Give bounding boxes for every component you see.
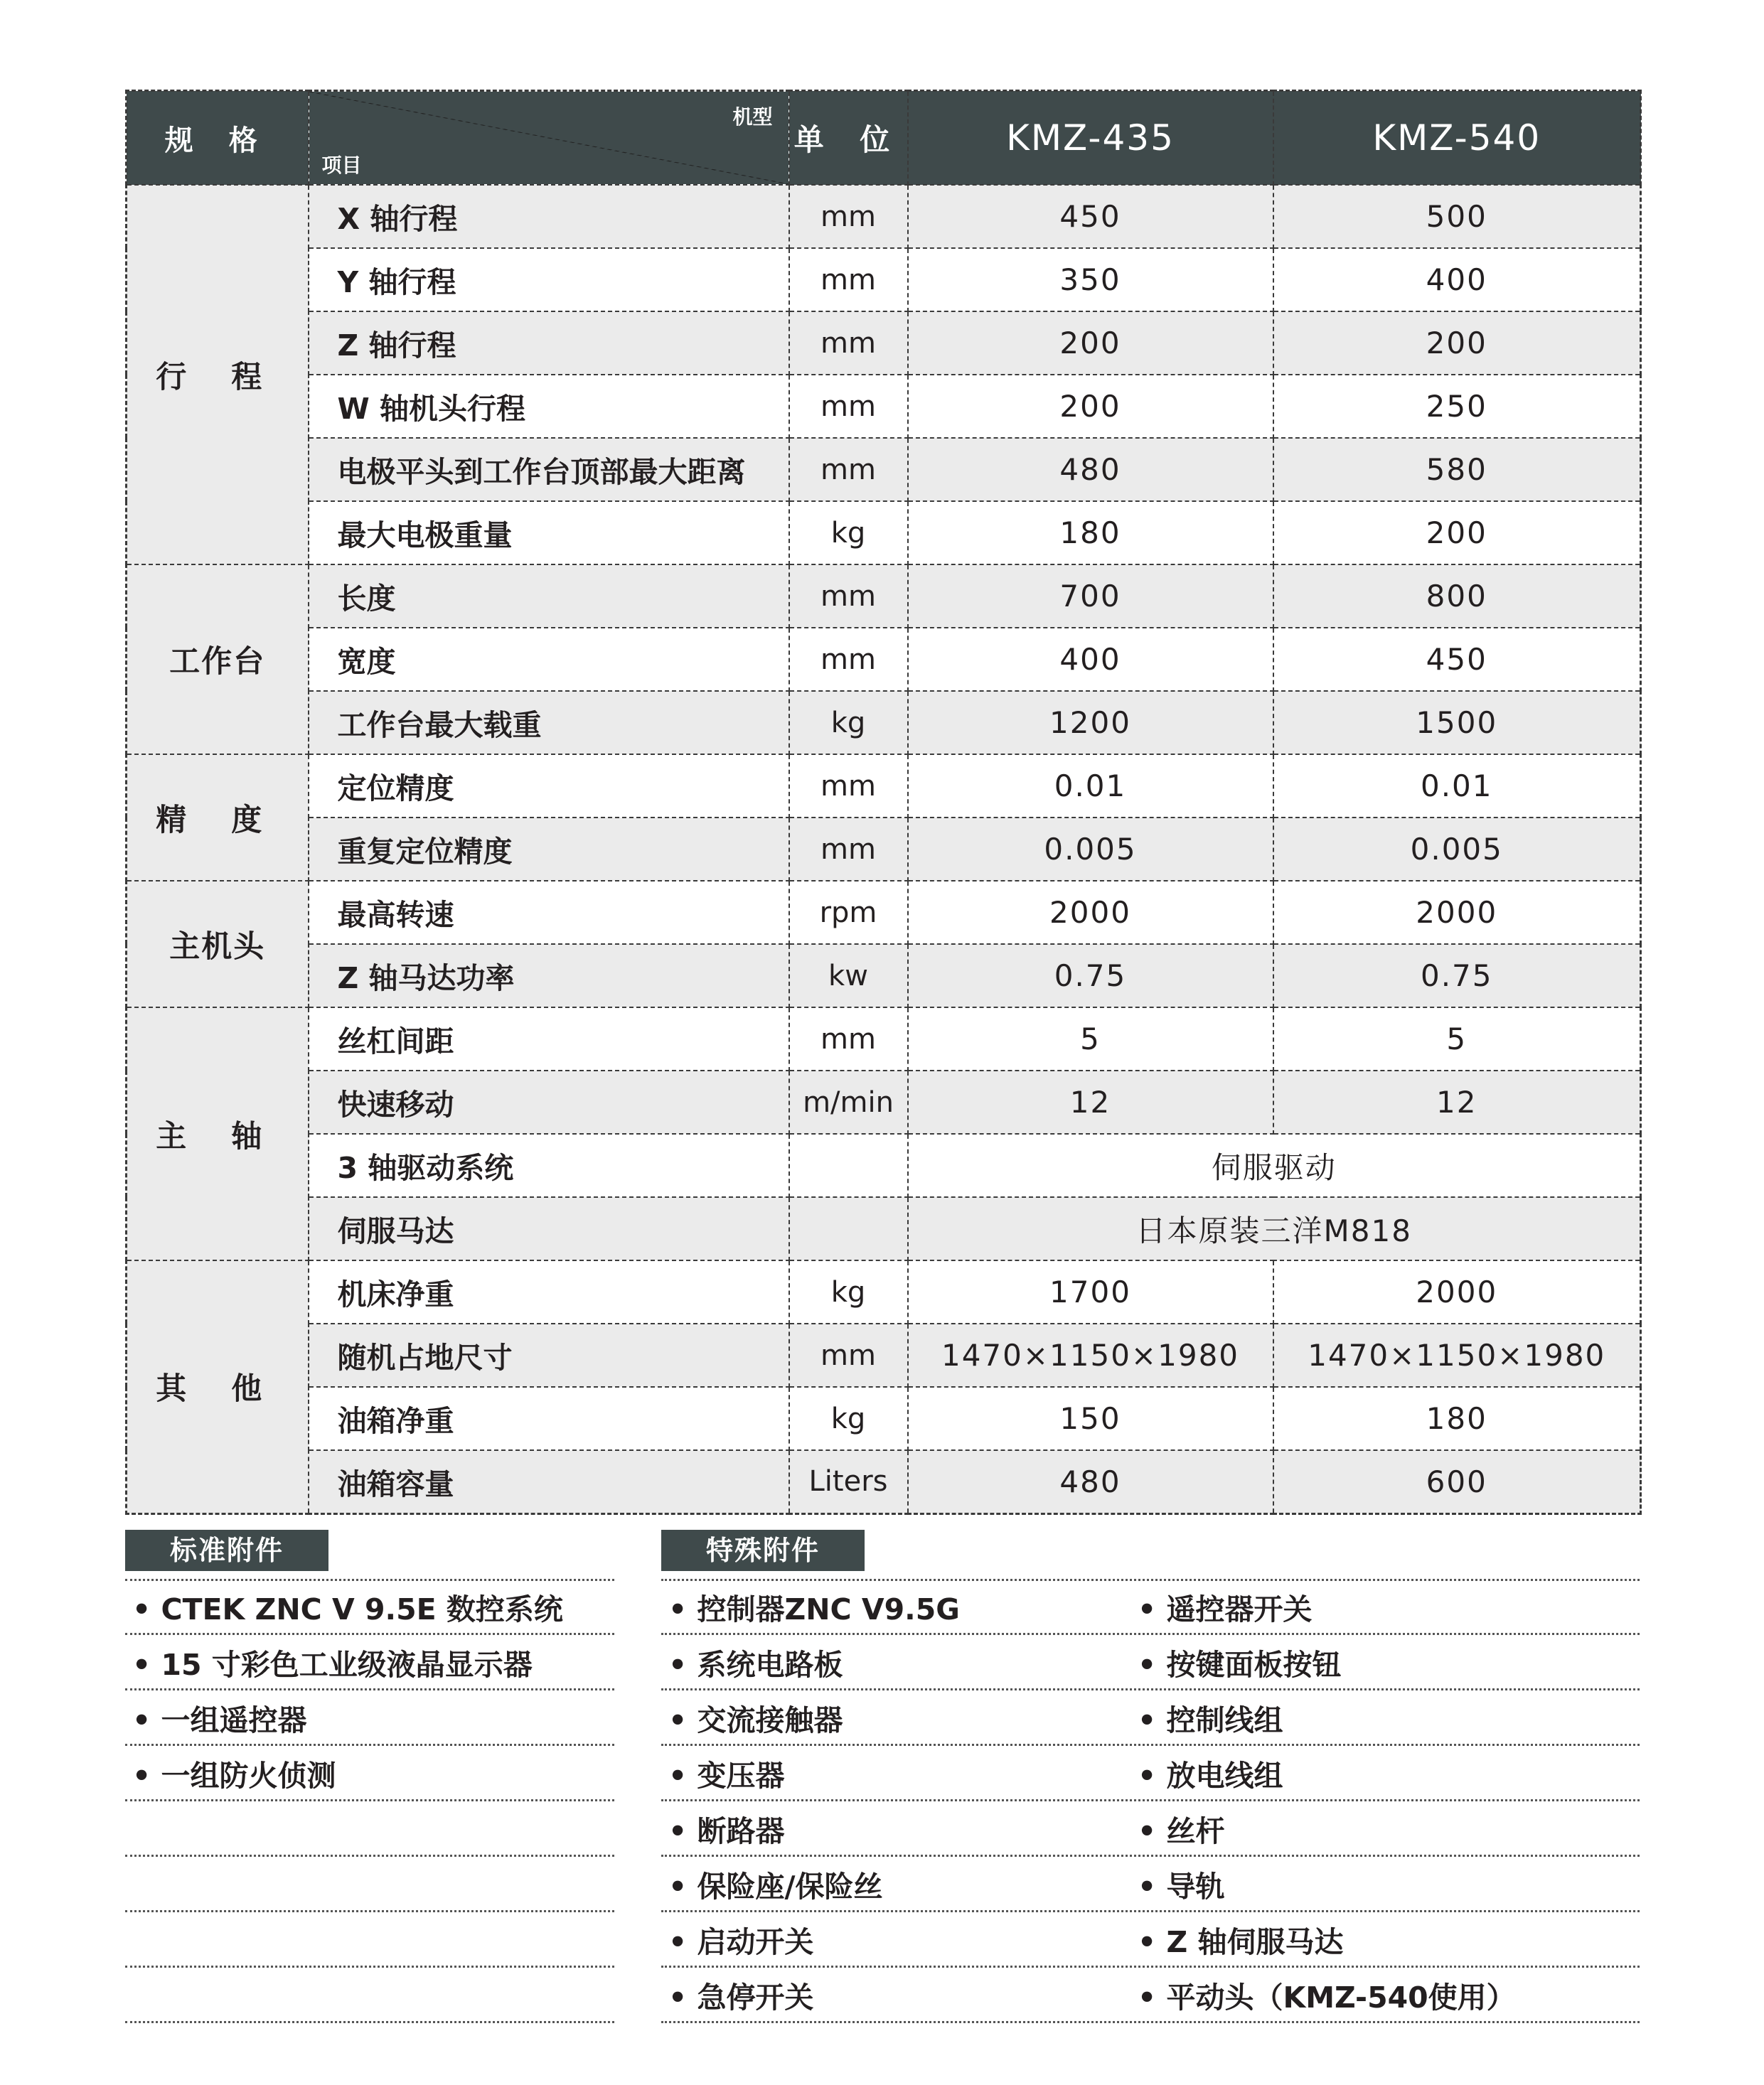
spec-item: 油箱容量 — [309, 1450, 789, 1513]
spec-value-kmz540: 0.005 — [1273, 818, 1641, 881]
table-row — [127, 1071, 1641, 1134]
header-unit: 单 位 — [789, 91, 908, 186]
list-item — [661, 1856, 1640, 1912]
spec-value-kmz435: 2000 — [908, 881, 1273, 944]
spec-item: 定位精度 — [309, 754, 789, 818]
spec-value-kmz435: 0.005 — [908, 818, 1273, 881]
spec-item: 快速移动 — [309, 1071, 789, 1134]
spec-value-kmz435: 480 — [908, 438, 1273, 501]
spec-item: Y 轴行程 — [309, 248, 789, 311]
list-item — [125, 1967, 614, 2023]
list-item — [661, 1967, 1640, 2023]
table-row — [127, 185, 1641, 248]
spec-unit: kg — [789, 1387, 908, 1450]
accessory-label: • 15 寸彩色工业级液晶显示器 — [132, 1648, 533, 1682]
accessory-label: • 一组遥控器 — [132, 1703, 307, 1737]
table-row — [127, 1260, 1641, 1324]
table-row — [127, 754, 1641, 818]
spec-value-kmz435: 12 — [908, 1071, 1273, 1134]
spec-item: Z 轴行程 — [309, 311, 789, 375]
spec-value-kmz540: 12 — [1273, 1071, 1641, 1134]
spec-value-kmz540: 400 — [1273, 248, 1641, 311]
spec-value-kmz435: 1700 — [908, 1260, 1273, 1324]
list-item — [125, 1690, 614, 1746]
spec-unit: mm — [789, 818, 908, 881]
spec-value-kmz435: 1470×1150×1980 — [908, 1324, 1273, 1387]
spec-value-kmz540: 800 — [1273, 564, 1641, 628]
list-item — [661, 1579, 1640, 1635]
list-item — [125, 1634, 614, 1690]
accessory-label: • 遥控器开关 — [1138, 1592, 1313, 1626]
spec-value-kmz435: 480 — [908, 1450, 1273, 1513]
spec-unit: mm — [789, 754, 908, 818]
header-spec: 规 格 — [127, 91, 309, 186]
standard-accessories-title: 标准附件 — [125, 1530, 328, 1571]
list-item — [661, 1634, 1640, 1690]
accessory-label: • 控制线组 — [1138, 1703, 1283, 1737]
list-item — [125, 1912, 614, 1968]
spec-value-kmz435: 200 — [908, 311, 1273, 375]
spec-unit: mm — [789, 564, 908, 628]
spec-item: 重复定位精度 — [309, 818, 789, 881]
table-row — [127, 628, 1641, 691]
spec-unit: mm — [789, 248, 908, 311]
accessory-label: • 保险座/保险丝 — [668, 1870, 883, 1904]
accessory-label: • Z 轴伺服马达 — [1138, 1925, 1344, 1959]
spec-value-kmz540: 5 — [1273, 1007, 1641, 1071]
spec-unit: Liters — [789, 1450, 908, 1513]
spec-item: 电极平头到工作台顶部最大距离 — [309, 438, 789, 501]
group-label: 主 轴 — [127, 1007, 309, 1260]
spec-value-kmz540: 580 — [1273, 438, 1641, 501]
accessory-label: • 导轨 — [1138, 1870, 1225, 1904]
table-row — [127, 818, 1641, 881]
table-row — [127, 881, 1641, 944]
spec-unit: kw — [789, 944, 908, 1007]
spec-unit: mm — [789, 185, 908, 248]
spec-value-kmz435: 0.01 — [908, 754, 1273, 818]
spec-item: 宽度 — [309, 628, 789, 691]
spec-unit — [789, 1197, 908, 1260]
spec-value-kmz540: 1470×1150×1980 — [1273, 1324, 1641, 1387]
spec-value-kmz540: 600 — [1273, 1450, 1641, 1513]
table-row — [127, 248, 1641, 311]
header-row — [127, 91, 1641, 186]
spec-body — [127, 185, 1641, 1513]
accessory-label: • 控制器ZNC V9.5G — [668, 1592, 960, 1626]
table-row — [127, 501, 1641, 564]
spec-value-kmz435: 450 — [908, 185, 1273, 248]
spec-value-kmz540: 2000 — [1273, 1260, 1641, 1324]
group-label: 其 他 — [127, 1260, 309, 1513]
spec-unit: mm — [789, 1007, 908, 1071]
spec-item: 长度 — [309, 564, 789, 628]
group-label: 主机头 — [127, 881, 309, 1007]
spec-value-kmz435: 700 — [908, 564, 1273, 628]
table-row — [127, 564, 1641, 628]
spec-unit — [789, 1134, 908, 1197]
spec-unit: rpm — [789, 881, 908, 944]
table-row — [127, 1450, 1641, 1513]
spec-item: 油箱净重 — [309, 1387, 789, 1450]
list-item — [125, 1856, 614, 1912]
spec-unit: mm — [789, 1324, 908, 1387]
spec-value-kmz435: 200 — [908, 375, 1273, 438]
header-model-1: KMZ-435 — [908, 91, 1273, 186]
table-row — [127, 691, 1641, 754]
group-label: 精 度 — [127, 754, 309, 881]
accessory-label: • 一组防火侦测 — [132, 1759, 336, 1793]
accessory-label: • 按键面板按钮 — [1138, 1648, 1342, 1682]
accessory-label: • 断路器 — [668, 1814, 785, 1848]
spec-value-kmz435: 150 — [908, 1387, 1273, 1450]
spec-value-kmz540: 0.01 — [1273, 754, 1641, 818]
list-item — [661, 1801, 1640, 1857]
spec-item: Z 轴马达功率 — [309, 944, 789, 1007]
spec-item: 最大电极重量 — [309, 501, 789, 564]
accessory-label: • 变压器 — [668, 1759, 785, 1793]
spec-value-kmz435: 400 — [908, 628, 1273, 691]
spec-item: 丝杠间距 — [309, 1007, 789, 1071]
table-row — [127, 1007, 1641, 1071]
spec-item: 3 轴驱动系统 — [309, 1134, 789, 1197]
spec-unit: kg — [789, 691, 908, 754]
list-item — [125, 1745, 614, 1801]
spec-value-merged: 日本原装三洋M818 — [908, 1197, 1641, 1260]
header-model-label: 机型 — [732, 105, 773, 129]
spec-item: 伺服马达 — [309, 1197, 789, 1260]
spec-value-kmz435: 180 — [908, 501, 1273, 564]
spec-unit: mm — [789, 438, 908, 501]
spec-value-kmz540: 250 — [1273, 375, 1641, 438]
spec-value-kmz540: 200 — [1273, 501, 1641, 564]
spec-value-kmz435: 0.75 — [908, 944, 1273, 1007]
table-row — [127, 1197, 1641, 1260]
table-row — [127, 1387, 1641, 1450]
spec-value-kmz540: 2000 — [1273, 881, 1641, 944]
accessory-label: • 交流接触器 — [668, 1703, 843, 1737]
list-item — [125, 1579, 614, 1635]
accessory-label: • 丝杆 — [1138, 1814, 1225, 1848]
spec-value-kmz540: 1500 — [1273, 691, 1641, 754]
spec-value-kmz540: 200 — [1273, 311, 1641, 375]
spec-item: 机床净重 — [309, 1260, 789, 1324]
accessory-label: • 启动开关 — [668, 1925, 814, 1959]
group-label: 行 程 — [127, 185, 309, 564]
spec-value-merged: 伺服驱动 — [908, 1134, 1641, 1197]
spec-item: 随机占地尺寸 — [309, 1324, 789, 1387]
spec-unit: mm — [789, 311, 908, 375]
spec-unit: mm — [789, 375, 908, 438]
spec-value-kmz435: 5 — [908, 1007, 1273, 1071]
spec-value-kmz540: 500 — [1273, 185, 1641, 248]
spec-unit: kg — [789, 501, 908, 564]
spec-item: 工作台最大载重 — [309, 691, 789, 754]
table-row — [127, 375, 1641, 438]
spec-value-kmz435: 1200 — [908, 691, 1273, 754]
spec-item: X 轴行程 — [309, 185, 789, 248]
list-item — [661, 1745, 1640, 1801]
spec-value-kmz540: 0.75 — [1273, 944, 1641, 1007]
diagonal-line — [309, 92, 789, 184]
spec-value-kmz435: 350 — [908, 248, 1273, 311]
accessory-label: • 放电线组 — [1138, 1759, 1283, 1793]
table-row — [127, 438, 1641, 501]
table-row — [127, 1324, 1641, 1387]
spec-unit: mm — [789, 628, 908, 691]
list-item — [125, 1801, 614, 1857]
table-row — [127, 311, 1641, 375]
accessory-label: • 急停开关 — [668, 1981, 814, 2015]
header-model-2: KMZ-540 — [1273, 91, 1641, 186]
spec-value-kmz540: 450 — [1273, 628, 1641, 691]
spec-table — [125, 90, 1642, 1515]
group-label: 工作台 — [127, 564, 309, 754]
spec-value-kmz540: 180 — [1273, 1387, 1641, 1450]
spec-item: W 轴机头行程 — [309, 375, 789, 438]
table-row — [127, 1134, 1641, 1197]
list-item — [661, 1912, 1640, 1968]
header-item-label: 项目 — [321, 154, 362, 177]
accessory-label: • 系统电路板 — [668, 1648, 843, 1682]
list-item — [661, 1690, 1640, 1746]
header-diagonal-cell — [309, 91, 789, 186]
spec-unit: kg — [789, 1260, 908, 1324]
table-row — [127, 944, 1641, 1007]
special-accessories-title: 特殊附件 — [661, 1530, 865, 1571]
accessory-label: • 平动头（KMZ-540使用） — [1138, 1981, 1516, 2015]
spec-item: 最高转速 — [309, 881, 789, 944]
spec-unit: m/min — [789, 1071, 908, 1134]
accessory-label: • CTEK ZNC V 9.5E 数控系统 — [132, 1592, 563, 1626]
